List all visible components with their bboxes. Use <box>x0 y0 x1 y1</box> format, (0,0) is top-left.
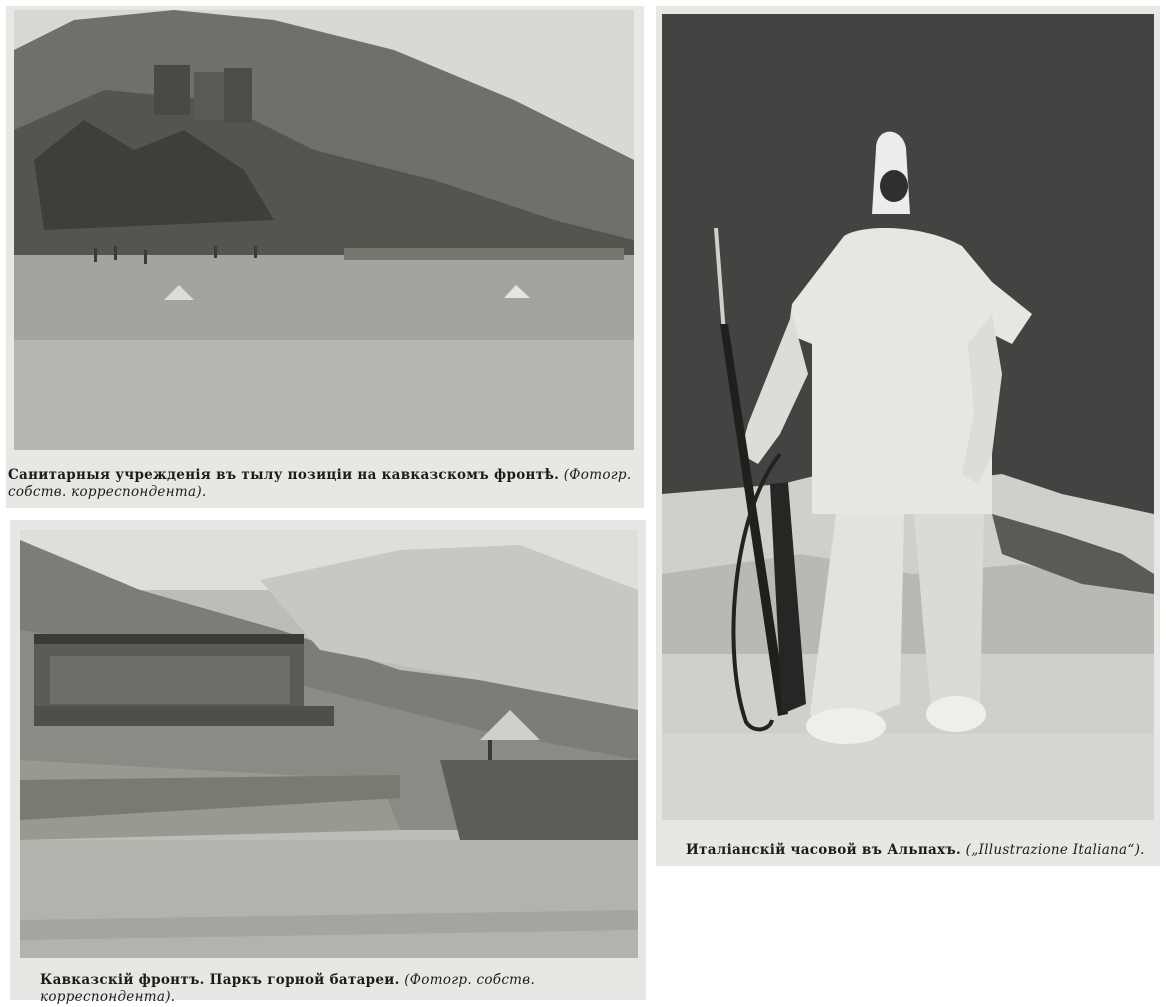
photo-italian-sentry <box>662 14 1154 820</box>
photo-battery-camp <box>20 530 638 958</box>
caption-credit: (Фотогр. собств. корреспондента). <box>40 972 536 1005</box>
caption-battery <box>40 972 640 1006</box>
caption-credit: („Illustrazione Italiana“). <box>965 842 1145 858</box>
photo-mountain-fortress-camp <box>14 10 634 450</box>
caption-main: Италіанскій часовой въ Альпахъ. <box>686 842 962 858</box>
caption-sentry <box>686 842 1156 859</box>
photo-panel-sanitary <box>6 6 644 508</box>
caption-credit: (Фотогр. собств. корреспондента). <box>8 467 632 500</box>
caption-sanitary <box>8 467 644 501</box>
caption-main: Кавказскій фронтъ. Паркъ горной батареи. <box>40 972 400 988</box>
photo-panel-sentry <box>656 6 1160 866</box>
photo-panel-battery <box>10 520 646 1005</box>
caption-main: Санитарныя учрежденія въ тылу позиціи на кавказскомъ фронтѣ. <box>8 467 560 483</box>
